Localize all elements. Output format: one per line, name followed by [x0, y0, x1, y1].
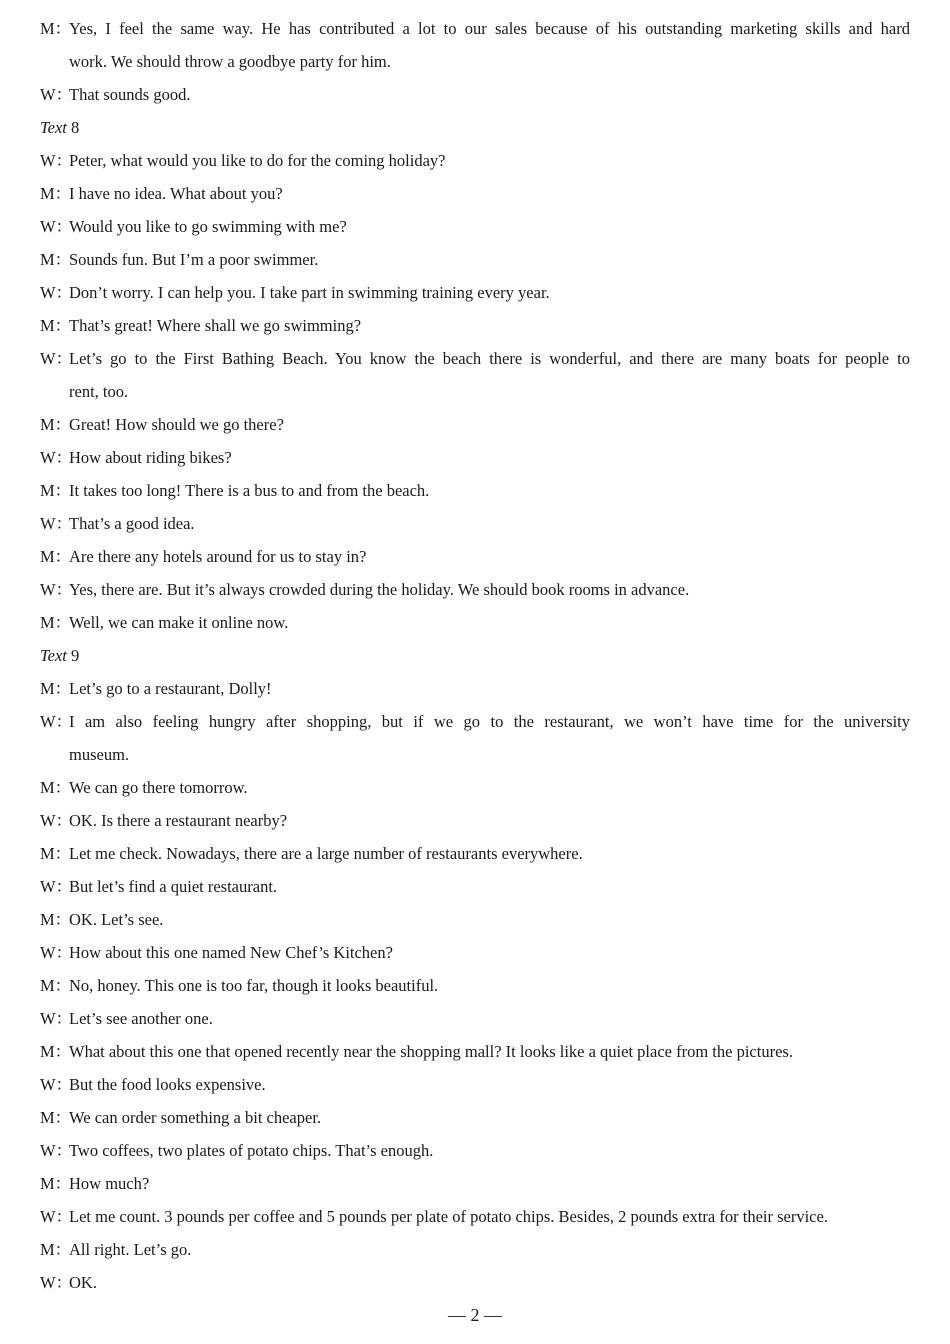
- dialogue-text: How about this one named New Chef’s Kitchen?: [69, 943, 393, 962]
- dialogue-text: How much?: [69, 1174, 150, 1193]
- dialogue-text: What about this one that opened recently near the shopping mall? It looks like a quiet place from the pictures.: [69, 1042, 793, 1061]
- dialogue-line: [40, 448, 910, 468]
- dialogue-line-continuation: [69, 382, 910, 402]
- dialogue-line: [40, 1042, 910, 1062]
- dialogue-line: [40, 1009, 910, 1029]
- speaker-label: M：: [40, 1174, 72, 1193]
- speaker-label: M：: [40, 316, 72, 335]
- dialogue-line: [40, 316, 910, 336]
- dialogue-line: [40, 85, 910, 105]
- speaker-label: W：: [40, 448, 73, 467]
- speaker-label: W：: [40, 1075, 73, 1094]
- speaker-label: M：: [40, 547, 72, 566]
- section-heading-number: 9: [66, 646, 80, 665]
- dialogue-text: Peter, what would you like to do for the coming holiday?: [69, 151, 446, 170]
- dialogue-text: rent, too.: [69, 382, 129, 401]
- dialogue-line: [40, 1075, 910, 1095]
- speaker-label: M：: [40, 184, 72, 203]
- speaker-label: M：: [40, 415, 72, 434]
- speaker-label: W：: [40, 514, 73, 533]
- dialogue-line: [40, 547, 910, 567]
- dialogue-text: Are there any hotels around for us to stay in?: [69, 547, 367, 566]
- dialogue-line: [40, 976, 910, 996]
- dialogue-line: [40, 250, 910, 270]
- speaker-label: M：: [40, 19, 72, 38]
- dialogue-line: [40, 679, 910, 699]
- dialogue-line: [40, 151, 910, 171]
- dialogue-line: [40, 811, 910, 831]
- dialogue-text: Let me count. 3 pounds per coffee and 5 pounds per plate of potato chips. Besides, 2 pounds extra for their service.: [69, 1207, 828, 1226]
- dialogue-line-continuation: [69, 52, 910, 72]
- speaker-label: W：: [40, 811, 73, 830]
- dialogue-text: But let’s find a quiet restaurant.: [69, 877, 278, 896]
- section-heading-label: Text: [40, 646, 67, 665]
- speaker-label: M：: [40, 844, 72, 863]
- dialogue-text: OK. Let’s see.: [69, 910, 164, 929]
- dialogue-line: [40, 844, 910, 864]
- dialogue-text: OK.: [69, 1273, 97, 1292]
- dialogue-text: But the food looks expensive.: [69, 1075, 266, 1094]
- speaker-label: W：: [40, 877, 73, 896]
- speaker-label: M：: [40, 976, 72, 995]
- dialogue-text: How about riding bikes?: [69, 448, 232, 467]
- dialogue-text: Two coffees, two plates of potato chips. That’s enough.: [69, 1141, 434, 1160]
- dialogue-text: We can go there tomorrow.: [69, 778, 248, 797]
- speaker-label: W：: [40, 151, 73, 170]
- dialogue-text: OK. Is there a restaurant nearby?: [69, 811, 288, 830]
- dialogue-line: [40, 943, 910, 963]
- dialogue-line: [40, 910, 910, 930]
- dialogue-line: [40, 613, 910, 633]
- speaker-label: M：: [40, 481, 72, 500]
- page-number: — 2 —: [448, 1305, 502, 1325]
- speaker-label: W：: [40, 85, 73, 104]
- dialogue-text: Well, we can make it online now.: [69, 613, 289, 632]
- dialogue-text: No, honey. This one is too far, though it looks beautiful.: [69, 976, 439, 995]
- dialogue-text: work. We should throw a goodbye party for him.: [69, 52, 391, 71]
- dialogue-line-continuation: [69, 745, 910, 765]
- dialogue-line: [40, 217, 910, 237]
- dialogue-text: That’s great! Where shall we go swimming?: [69, 316, 362, 335]
- dialogue-text: Would you like to go swimming with me?: [69, 217, 347, 236]
- speaker-label: W：: [40, 1273, 73, 1292]
- dialogue-line: [40, 1240, 910, 1260]
- dialogue-line: [40, 1273, 910, 1293]
- dialogue-text: Yes, there are. But it’s always crowded during the holiday. We should book rooms in advance.: [69, 580, 690, 599]
- dialogue-text: Great! How should we go there?: [69, 415, 284, 434]
- dialogue-text: Let me check. Nowadays, there are a large number of restaurants everywhere.: [69, 844, 583, 863]
- dialogue-line: [40, 415, 910, 435]
- speaker-label: W：: [40, 1009, 73, 1028]
- dialogue-text: It takes too long! There is a bus to and from the beach.: [69, 481, 430, 500]
- dialogue-text: Don’t worry. I can help you. I take part in swimming training every year.: [69, 283, 550, 302]
- speaker-label: W：: [40, 1207, 73, 1226]
- dialogue-text: Let’s see another one.: [69, 1009, 213, 1028]
- dialogue-line: [40, 580, 910, 600]
- section-heading: [40, 118, 910, 138]
- section-heading-number: 8: [66, 118, 80, 137]
- speaker-label: M：: [40, 778, 72, 797]
- speaker-label: M：: [40, 1042, 72, 1061]
- speaker-label: W：: [40, 712, 73, 731]
- dialogue-line: [40, 877, 910, 897]
- dialogue-text: All right. Let’s go.: [69, 1240, 192, 1259]
- dialogue-text: We can order something a bit cheaper.: [69, 1108, 322, 1127]
- speaker-label: M：: [40, 1108, 72, 1127]
- speaker-label: W：: [40, 1141, 73, 1160]
- dialogue-text: museum.: [69, 745, 130, 764]
- dialogue-text: Let’s go to a restaurant, Dolly!: [69, 679, 272, 698]
- speaker-label: W：: [40, 349, 73, 368]
- dialogue-text: That sounds good.: [69, 85, 191, 104]
- speaker-label: W：: [40, 580, 73, 599]
- speaker-label: M：: [40, 679, 72, 698]
- dialogue-line: [40, 1108, 910, 1128]
- dialogue-text: Yes, I feel the same way. He has contributed a lot to our sales because of his outstanding marketing skills and hard: [69, 19, 910, 38]
- dialogue-line: [40, 1207, 910, 1227]
- section-heading-label: Text: [40, 118, 67, 137]
- dialogue-line: [40, 19, 910, 39]
- dialogue-line: [40, 1141, 910, 1161]
- speaker-label: W：: [40, 217, 73, 236]
- dialogue-line: [40, 712, 910, 732]
- dialogue-line: [40, 481, 910, 501]
- dialogue-line: [40, 283, 910, 303]
- speaker-label: M：: [40, 613, 72, 632]
- speaker-label: M：: [40, 910, 72, 929]
- section-heading: [40, 646, 910, 666]
- dialogue-text: Let’s go to the First Bathing Beach. You know the beach there is wonderful, and there are many boats for people to: [69, 349, 910, 368]
- dialogue-text: Sounds fun. But I’m a poor swimmer.: [69, 250, 319, 269]
- dialogue-line: [40, 778, 910, 798]
- dialogue-line: [40, 184, 910, 204]
- speaker-label: M：: [40, 250, 72, 269]
- dialogue-text: That’s a good idea.: [69, 514, 195, 533]
- dialogue-text: I am also feeling hungry after shopping, but if we go to the restaurant, we won’t have time for the university: [69, 712, 910, 731]
- speaker-label: M：: [40, 1240, 72, 1259]
- speaker-label: W：: [40, 283, 73, 302]
- speaker-label: W：: [40, 943, 73, 962]
- dialogue-text: I have no idea. What about you?: [69, 184, 283, 203]
- dialogue-line: [40, 514, 910, 534]
- dialogue-line: [40, 349, 910, 369]
- dialogue-line: [40, 1174, 910, 1194]
